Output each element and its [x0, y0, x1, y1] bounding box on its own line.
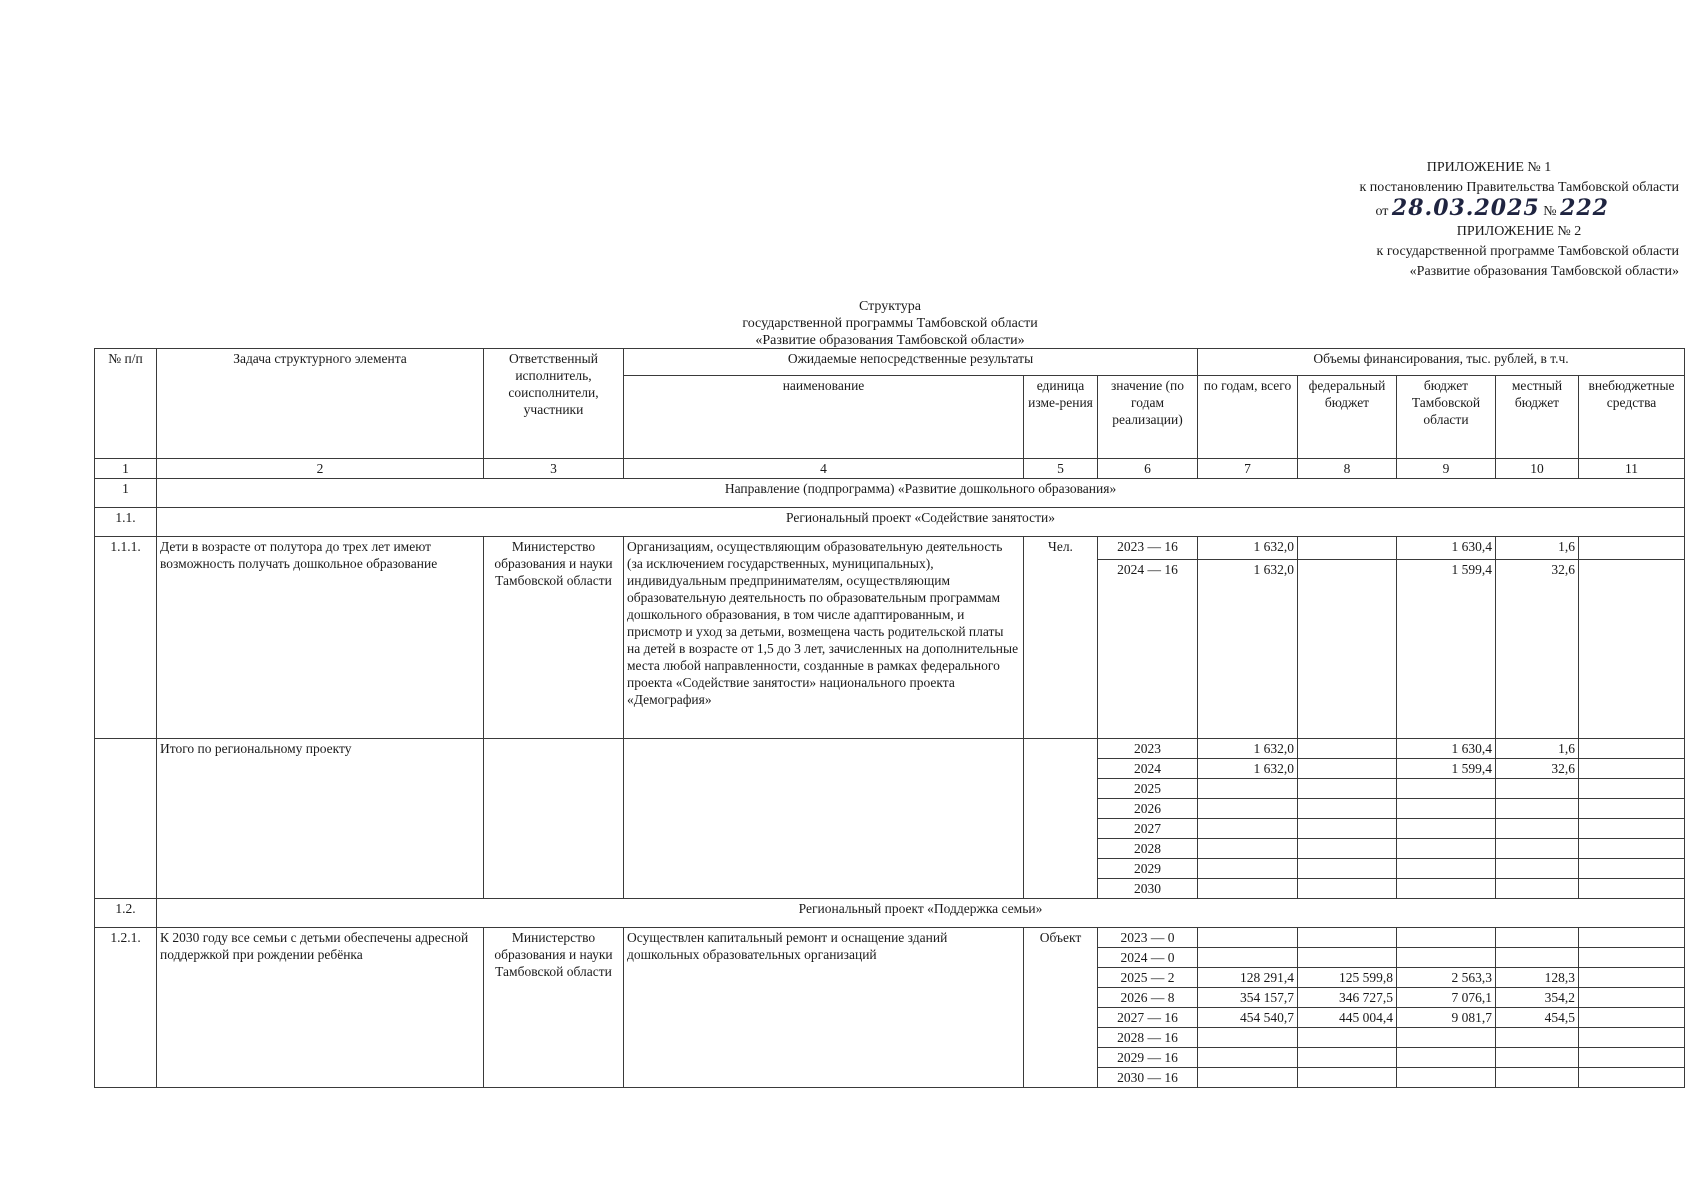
title-line-2: государственной программы Тамбовской области	[742, 316, 1038, 331]
regional-value: 1 599,4	[1397, 759, 1496, 779]
project-2-label: Региональный проект «Поддержка семьи»	[157, 899, 1685, 928]
col-number: 8	[1298, 459, 1397, 479]
table-row	[95, 739, 1685, 759]
total-value	[1198, 779, 1298, 799]
col-number: 6	[1098, 459, 1198, 479]
handwritten-number: 222	[1560, 195, 1609, 221]
local-value	[1496, 928, 1579, 948]
local-value	[1496, 779, 1579, 799]
year-value: 2028	[1098, 839, 1198, 859]
number-prefix: №	[1543, 204, 1557, 219]
local-value	[1496, 879, 1579, 899]
task-1-2-1-num: 1.2.1.	[95, 928, 157, 1088]
total-value	[1198, 1068, 1298, 1088]
federal-value	[1298, 537, 1397, 560]
year-value: 2029	[1098, 859, 1198, 879]
col-number: 1	[95, 459, 157, 479]
total-unit-cell	[1024, 739, 1098, 899]
local-value	[1496, 948, 1579, 968]
local-value	[1496, 1028, 1579, 1048]
year-value: 2027	[1098, 819, 1198, 839]
local-value: 1,6	[1496, 739, 1579, 759]
annex-1-block	[1299, 158, 1679, 222]
header-local: местный бюджет	[1496, 376, 1579, 459]
header-regional: бюджет Тамбовской области	[1397, 376, 1496, 459]
year-value: 2028 — 16	[1098, 1028, 1198, 1048]
project-2-num: 1.2.	[95, 899, 157, 928]
regional-value	[1397, 1048, 1496, 1068]
col-number: 2	[157, 459, 484, 479]
local-value: 32,6	[1496, 560, 1579, 739]
regional-value: 7 076,1	[1397, 988, 1496, 1008]
total-value	[1198, 799, 1298, 819]
annex-2-line-1: к государственной программе Тамбовской области	[1376, 244, 1679, 259]
header-extra: внебюджетные средства	[1579, 376, 1685, 459]
year-value: 2029 — 16	[1098, 1048, 1198, 1068]
document-title	[620, 298, 1160, 349]
total-value	[1198, 859, 1298, 879]
task-1-1-1-num: 1.1.1.	[95, 537, 157, 739]
column-number-row	[95, 459, 1685, 479]
extra-value	[1579, 1008, 1685, 1028]
total-result-cell	[624, 739, 1024, 899]
total-value	[1198, 948, 1298, 968]
col-number: 4	[624, 459, 1024, 479]
local-value: 128,3	[1496, 968, 1579, 988]
federal-value	[1298, 1028, 1397, 1048]
title-line-1: Структура	[858, 299, 922, 314]
extra-value	[1579, 779, 1685, 799]
total-value: 1 632,0	[1198, 560, 1298, 739]
year-value: 2024 — 0	[1098, 948, 1198, 968]
task-1-1-1-result: Организациям, осуществляющим образовательную деятельность (за исключением государственных, муниципальных), индивидуальным предпринимателям, осуществляющим образовательную деятельность по образовательным программам дошкольного образования, в том числе адаптированным, и присмотр и уход за детьми, возмещена часть родительской платы на детей в возрасте от 1,5 до 3 лет, зачисленных на дополнительные места любой направленности, созданные в рамках федерального проекта «Содействие занятости» национального проекта «Демография»	[624, 537, 1024, 739]
regional-value	[1397, 1028, 1496, 1048]
table-row	[95, 928, 1685, 948]
project-1-total-label: Итого по региональному проекту	[157, 739, 484, 899]
annex-1-title: ПРИЛОЖЕНИЕ № 1	[1426, 160, 1552, 175]
federal-value	[1298, 560, 1397, 739]
local-value: 32,6	[1496, 759, 1579, 779]
title-line-3: «Развитие образования Тамбовской области»	[755, 333, 1025, 348]
local-value	[1496, 839, 1579, 859]
col-number: 3	[484, 459, 624, 479]
federal-value: 346 727,5	[1298, 988, 1397, 1008]
direction-label: Направление (подпрограмма) «Развитие дошкольного образования»	[157, 479, 1685, 508]
regional-value: 9 081,7	[1397, 1008, 1496, 1028]
project-1-label: Региональный проект «Содействие занятости»	[157, 508, 1685, 537]
regional-value	[1397, 948, 1496, 968]
year-value: 2024 — 16	[1098, 560, 1198, 739]
year-value: 2023 — 0	[1098, 928, 1198, 948]
year-value: 2025 — 2	[1098, 968, 1198, 988]
extra-value	[1579, 968, 1685, 988]
local-value: 454,5	[1496, 1008, 1579, 1028]
federal-value	[1298, 779, 1397, 799]
federal-value	[1298, 819, 1397, 839]
year-value: 2023	[1098, 739, 1198, 759]
local-value	[1496, 1068, 1579, 1088]
col-number: 11	[1579, 459, 1685, 479]
extra-value	[1579, 560, 1685, 739]
project-1-num: 1.1.	[95, 508, 157, 537]
extra-value	[1579, 839, 1685, 859]
total-value: 1 632,0	[1198, 537, 1298, 560]
extra-value	[1579, 819, 1685, 839]
federal-value: 445 004,4	[1298, 1008, 1397, 1028]
extra-value	[1579, 928, 1685, 948]
structure-table	[94, 348, 1685, 1088]
extra-value	[1579, 859, 1685, 879]
header-name: наименование	[624, 376, 1024, 459]
year-value: 2027 — 16	[1098, 1008, 1198, 1028]
year-value: 2026 — 8	[1098, 988, 1198, 1008]
annex-1-date-line	[1299, 195, 1679, 222]
total-value: 1 632,0	[1198, 739, 1298, 759]
total-value	[1198, 819, 1298, 839]
federal-value	[1298, 759, 1397, 779]
local-value	[1496, 819, 1579, 839]
year-value: 2030 — 16	[1098, 1068, 1198, 1088]
direction-num: 1	[95, 479, 157, 508]
header-unit: единица изме-рения	[1024, 376, 1098, 459]
annex-2-block	[1319, 222, 1679, 282]
col-number: 10	[1496, 459, 1579, 479]
total-num-cell	[95, 739, 157, 899]
regional-value: 2 563,3	[1397, 968, 1496, 988]
table-row	[95, 537, 1685, 560]
col-number: 9	[1397, 459, 1496, 479]
regional-value	[1397, 928, 1496, 948]
header-value: значение (по годам реализации)	[1098, 376, 1198, 459]
federal-value	[1298, 739, 1397, 759]
header-executor: Ответственный исполнитель, соисполнители, участники	[484, 349, 624, 459]
local-value	[1496, 799, 1579, 819]
federal-value	[1298, 799, 1397, 819]
regional-value: 1 630,4	[1397, 739, 1496, 759]
col-number: 7	[1198, 459, 1298, 479]
task-1-1-1-executor: Министерство образования и науки Тамбовской области	[484, 537, 624, 739]
project-1-row	[95, 508, 1685, 537]
total-value: 1 632,0	[1198, 759, 1298, 779]
total-value: 128 291,4	[1198, 968, 1298, 988]
header-federal: федеральный бюджет	[1298, 376, 1397, 459]
federal-value	[1298, 1048, 1397, 1068]
annex-2-line-2: «Развитие образования Тамбовской области»	[1409, 264, 1679, 279]
header-by-years: по годам, всего	[1198, 376, 1298, 459]
extra-value	[1579, 988, 1685, 1008]
extra-value	[1579, 879, 1685, 899]
regional-value	[1397, 779, 1496, 799]
task-1-2-1-unit: Объект	[1024, 928, 1098, 1088]
year-value: 2023 — 16	[1098, 537, 1198, 560]
total-value	[1198, 1048, 1298, 1068]
header-task: Задача структурного элемента	[157, 349, 484, 459]
task-1-1-1-unit: Чел.	[1024, 537, 1098, 739]
regional-value	[1397, 839, 1496, 859]
extra-value	[1579, 1068, 1685, 1088]
regional-value	[1397, 859, 1496, 879]
local-value: 354,2	[1496, 988, 1579, 1008]
extra-value	[1579, 799, 1685, 819]
project-2-row	[95, 899, 1685, 928]
federal-value	[1298, 1068, 1397, 1088]
extra-value	[1579, 948, 1685, 968]
regional-value	[1397, 1068, 1496, 1088]
total-value: 454 540,7	[1198, 1008, 1298, 1028]
federal-value	[1298, 948, 1397, 968]
federal-value	[1298, 859, 1397, 879]
regional-value	[1397, 879, 1496, 899]
federal-value	[1298, 879, 1397, 899]
annex-1-line: к постановлению Правительства Тамбовской области	[1359, 180, 1679, 195]
regional-value	[1397, 819, 1496, 839]
total-value	[1198, 1028, 1298, 1048]
col-number: 5	[1024, 459, 1098, 479]
header-expected: Ожидаемые непосредственные результаты	[624, 349, 1198, 376]
year-value: 2026	[1098, 799, 1198, 819]
regional-value: 1 630,4	[1397, 537, 1496, 560]
handwritten-date: 28.03.2025	[1391, 195, 1540, 221]
regional-value	[1397, 799, 1496, 819]
local-value	[1496, 1048, 1579, 1068]
direction-row	[95, 479, 1685, 508]
local-value: 1,6	[1496, 537, 1579, 560]
year-value: 2030	[1098, 879, 1198, 899]
date-prefix: от	[1375, 204, 1389, 219]
header-funding: Объемы финансирования, тыс. рублей, в т.ч.	[1198, 349, 1685, 376]
extra-value	[1579, 759, 1685, 779]
federal-value: 125 599,8	[1298, 968, 1397, 988]
extra-value	[1579, 739, 1685, 759]
task-1-2-1-result: Осуществлен капитальный ремонт и оснащение зданий дошкольных образовательных организаций	[624, 928, 1024, 1088]
regional-value: 1 599,4	[1397, 560, 1496, 739]
header-num: № п/п	[95, 349, 157, 459]
local-value	[1496, 859, 1579, 879]
task-1-1-1-text: Дети в возрасте от полутора до трех лет имеют возможность получать дошкольное образование	[157, 537, 484, 739]
annex-2-title: ПРИЛОЖЕНИЕ № 2	[1456, 224, 1582, 239]
total-value	[1198, 879, 1298, 899]
year-value: 2025	[1098, 779, 1198, 799]
total-value	[1198, 839, 1298, 859]
federal-value	[1298, 839, 1397, 859]
total-executor-cell	[484, 739, 624, 899]
year-value: 2024	[1098, 759, 1198, 779]
task-1-2-1-executor: Министерство образования и науки Тамбовской области	[484, 928, 624, 1088]
task-1-2-1-text: К 2030 году все семьи с детьми обеспечены адресной поддержкой при рождении ребёнка	[157, 928, 484, 1088]
extra-value	[1579, 537, 1685, 560]
federal-value	[1298, 928, 1397, 948]
total-value: 354 157,7	[1198, 988, 1298, 1008]
extra-value	[1579, 1048, 1685, 1068]
extra-value	[1579, 1028, 1685, 1048]
total-value	[1198, 928, 1298, 948]
